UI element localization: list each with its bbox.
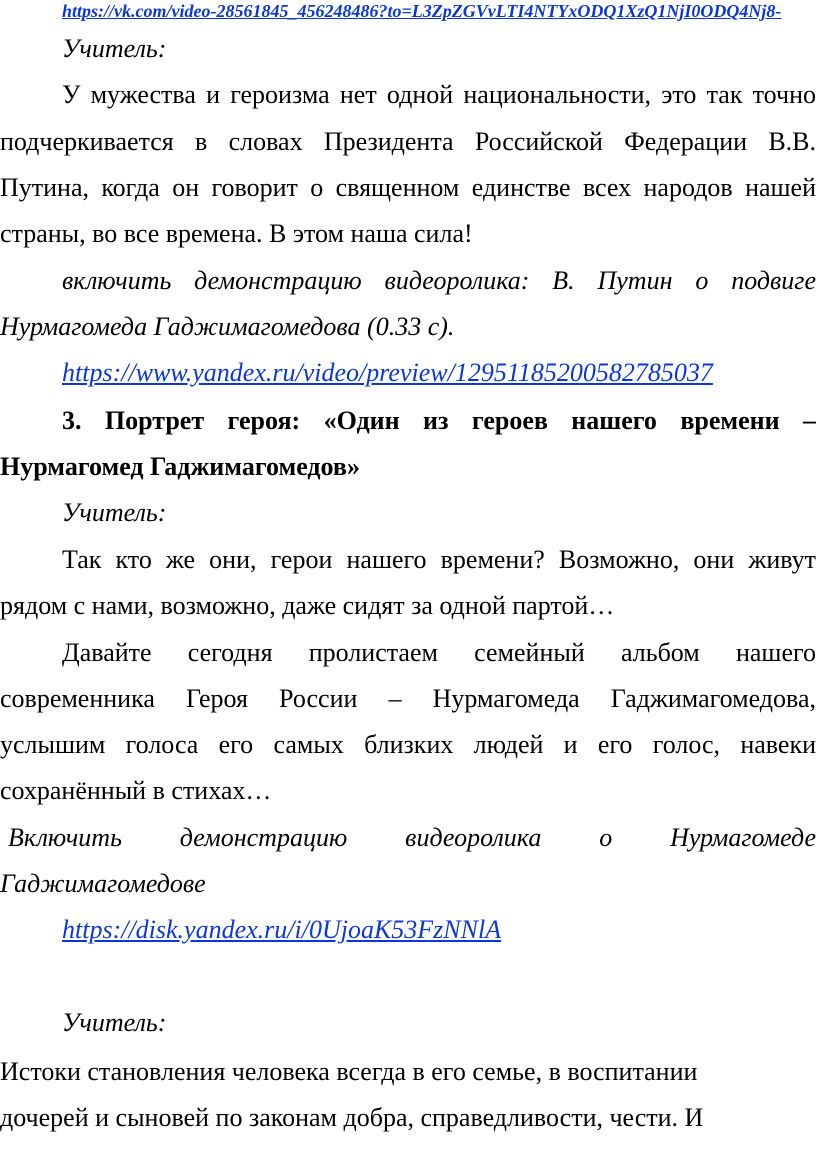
paragraph-4-line-1: Истоки становления человека всегда в его семье, в воспитании <box>0 1057 698 1086</box>
paragraph-3-line-4: сохранённый в стихах… <box>0 776 272 805</box>
yandex-video-link[interactable]: https://www.yandex.ru/video/preview/12951185200582785037 <box>62 358 713 387</box>
paragraph-1-line-2: подчеркивается в словах Президента Российской Федерации В.В. <box>0 127 816 156</box>
paragraph-1-line-4: страны, во все времена. В этом наша сила! <box>0 219 473 248</box>
section-heading-line-2: Нурмагомед Гаджимагомедов» <box>0 452 360 481</box>
vk-video-link[interactable]: https://vk.com/video-28561845_456248486?to=L3ZpZGVvLTI4NTYxODQ1XzQ1NjI0ODQ4Nj8- <box>62 1 782 21</box>
video-1-instruction-line-2: Нурмагомеда Гаджимагомедова (0.33 с). <box>0 312 455 341</box>
paragraph-1-line-1: У мужества и героизма нет одной национальности, это так точно <box>62 80 816 109</box>
yandex-disk-link[interactable]: https://disk.yandex.ru/i/0UjoaK53FzNNlA <box>62 915 502 944</box>
teacher-label-1: Учитель: <box>62 34 167 63</box>
paragraph-3-line-1: Давайте сегодня пролистаем семейный альбом нашего <box>62 638 816 667</box>
paragraph-3-line-3: услышим голоса его самых близких людей и его голос, навеки <box>0 730 816 759</box>
teacher-label-2: Учитель: <box>62 498 167 527</box>
paragraph-3-line-2: современника Героя России – Нурмагомеда Гаджимагомедова, <box>0 684 816 713</box>
top-link-line <box>62 0 782 22</box>
link-2-line <box>62 915 762 945</box>
video-2-instruction-line-2: Гаджимагомедове <box>0 869 206 898</box>
video-2-instruction-line-1: Включить демонстрацию видеоролика о Нурмагомеде <box>8 823 816 852</box>
link-1-line <box>62 358 762 388</box>
paragraph-1-line-3: Путина, когда он говорит о священном единстве всех народов нашей <box>0 173 816 202</box>
paragraph-2-line-2: рядом с нами, возможно, даже сидят за одной партой… <box>0 591 615 620</box>
section-heading-line-1: 3. Портрет героя: «Один из героев нашего времени – <box>62 406 816 435</box>
paragraph-2-line-1: Так кто же они, герои нашего времени? Возможно, они живут <box>62 545 816 574</box>
paragraph-4-line-2: дочерей и сыновей по законам добра, справедливости, чести. И <box>0 1103 704 1132</box>
teacher-label-3: Учитель: <box>62 1008 167 1037</box>
video-1-instruction-line-1: включить демонстрацию видеоролика: В. Путин о подвиге <box>62 266 816 295</box>
